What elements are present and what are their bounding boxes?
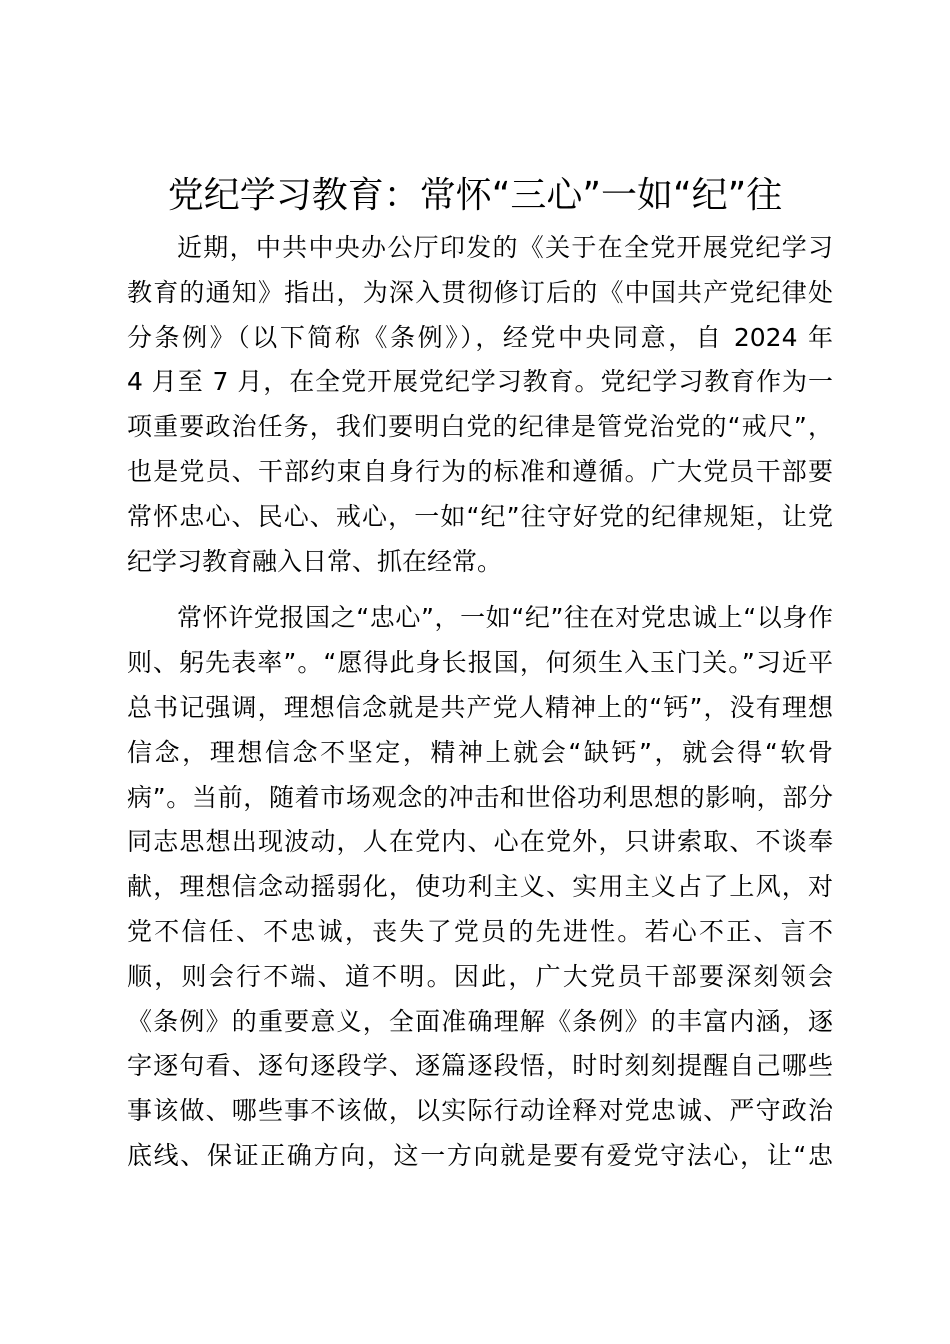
paragraph-2-line-11: 字逐句看、逐句逐段学、逐篇逐段悟，时时刻刻提醒自己哪些 bbox=[127, 1051, 833, 1081]
paragraph-2-line-6: 同志思想出现波动，人在党内、心在党外，只讲索取、不谈奉 bbox=[127, 827, 833, 857]
paragraph-1-line-8: 纪学习教育融入日常、抓在经常。 bbox=[127, 546, 503, 576]
paragraph-1-line-6: 也是党员、干部约束自身行为的标准和遵循。广大党员干部要 bbox=[127, 456, 833, 486]
paragraph-2-line-1: 常怀许党报国之“忠心”，一如“纪”往在对党忠诚上“以身作 bbox=[177, 603, 833, 633]
paragraph-2-line-3: 总书记强调，理想信念就是共产党人精神上的“钙”，没有理想 bbox=[127, 692, 833, 722]
paragraph-1-line-3: 分条例》（以下简称《条例》），经党中央同意，自 2024 年 bbox=[127, 322, 833, 352]
paragraph-1-line-1: 近期，中共中央办公厅印发的《关于在全党开展党纪学习 bbox=[177, 233, 833, 262]
document-body bbox=[127, 226, 833, 1179]
paragraph-spacer bbox=[127, 584, 833, 596]
paragraph-1-line-5: 项重要政治任务，我们要明白党的纪律是管党治党的“戒尺”， bbox=[127, 412, 833, 442]
paragraph-1-line-2: 教育的通知》指出，为深入贯彻修订后的《中国共产党纪律处 bbox=[127, 277, 833, 307]
paragraph-2-line-2: 则、躬先表率”。“愿得此身长报国，何须生入玉门关。”习近平 bbox=[127, 648, 833, 678]
paragraph-1-line-7: 常怀忠心、民心、戒心，一如“纪”往守好党的纪律规矩，让党 bbox=[127, 501, 833, 531]
paragraph-2-line-5: 病”。当前，随着市场观念的冲击和世俗功利思想的影响，部分 bbox=[127, 782, 833, 812]
paragraph-2-line-7: 献，理想信念动摇弱化，使功利主义、实用主义占了上风，对 bbox=[127, 872, 833, 902]
paragraph-2-line-12: 事该做、哪些事不该做，以实际行动诠释对党忠诚、严守政治 bbox=[127, 1096, 833, 1126]
paragraph-2-line-9: 顺，则会行不端、道不明。因此，广大党员干部要深刻领会 bbox=[127, 961, 833, 991]
document-title: 党纪学习教育：常怀“三心”一如“纪”往 bbox=[167, 175, 783, 216]
paragraph-2-line-8: 党不信任、不忠诚，丧失了党员的先进性。若心不正、言不 bbox=[127, 916, 833, 946]
paragraph-2-line-13: 底线、保证正确方向，这一方向就是要有爱党守法心，让“忠 bbox=[127, 1140, 833, 1170]
paragraph-1-line-4: 4 月至 7 月，在全党开展党纪学习教育。党纪学习教育作为一 bbox=[127, 367, 833, 397]
paragraph-2-line-10: 《条例》的重要意义，全面准确理解《条例》的丰富内涵，逐 bbox=[127, 1006, 833, 1036]
paragraph-2-line-4: 信念，理想信念不坚定，精神上就会“缺钙”，就会得“软骨 bbox=[127, 737, 833, 767]
